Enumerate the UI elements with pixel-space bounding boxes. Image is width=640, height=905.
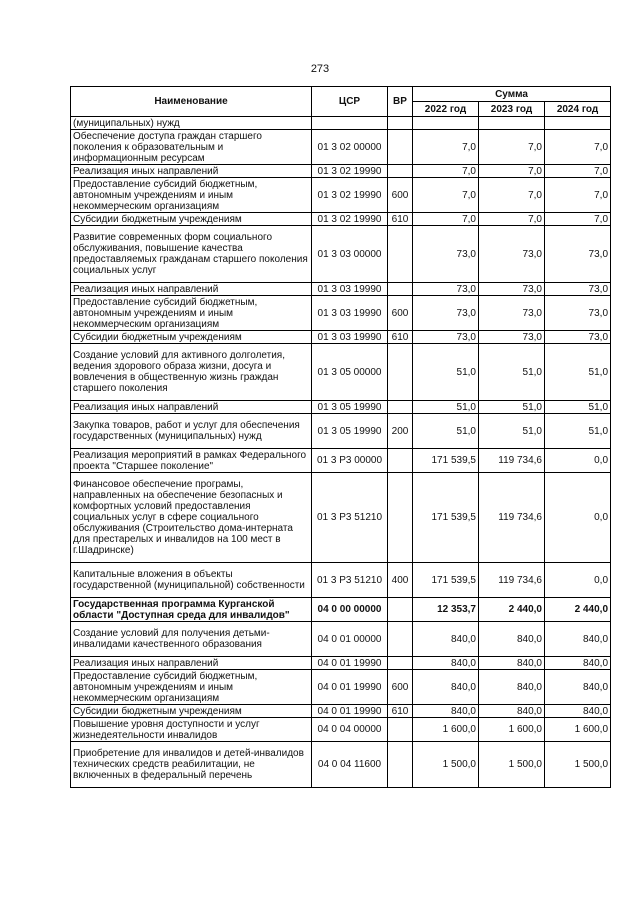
row-vr bbox=[388, 130, 413, 165]
row-amount-2024 bbox=[545, 117, 611, 130]
table-row bbox=[71, 401, 611, 414]
row-name: Обеспечение доступа граждан старшего поколения к образовательным и информационным ресурсам bbox=[71, 130, 312, 165]
row-name: (муниципальных) нужд bbox=[71, 117, 312, 130]
row-amount-2024: 73,0 bbox=[545, 283, 611, 296]
table-row bbox=[71, 657, 611, 670]
table-row bbox=[71, 563, 611, 598]
row-amount-2022: 1 500,0 bbox=[413, 742, 479, 788]
table-row bbox=[71, 344, 611, 401]
row-amount-2022: 73,0 bbox=[413, 283, 479, 296]
table-row bbox=[71, 449, 611, 473]
row-amount-2022: 840,0 bbox=[413, 705, 479, 718]
table-row bbox=[71, 117, 611, 130]
row-amount-2022: 7,0 bbox=[413, 178, 479, 213]
row-csr: 04 0 04 11600 bbox=[312, 742, 388, 788]
row-name: Финансовое обеспечение програмы, направленных на обеспечение безопасных и комфортных условий предоставления социальных услуг в сфере социального обслуживания (Строительство дома-интерната для престарелых и инвалидов на 100 мест в г.Шадринске) bbox=[71, 473, 312, 563]
row-csr: 01 3 05 00000 bbox=[312, 344, 388, 401]
row-csr: 01 3 02 19990 bbox=[312, 178, 388, 213]
row-name: Субсидии бюджетным учреждениям bbox=[71, 705, 312, 718]
page-number: 273 bbox=[310, 63, 330, 75]
row-vr bbox=[388, 344, 413, 401]
row-amount-2024: 51,0 bbox=[545, 344, 611, 401]
row-vr: 200 bbox=[388, 414, 413, 449]
row-amount-2022: 840,0 bbox=[413, 657, 479, 670]
row-amount-2022: 1 600,0 bbox=[413, 718, 479, 742]
row-amount-2023: 73,0 bbox=[479, 331, 545, 344]
row-csr: 04 0 00 00000 bbox=[312, 598, 388, 622]
row-vr: 400 bbox=[388, 563, 413, 598]
row-amount-2024: 51,0 bbox=[545, 414, 611, 449]
row-vr bbox=[388, 657, 413, 670]
table-row bbox=[71, 705, 611, 718]
row-amount-2024: 0,0 bbox=[545, 473, 611, 563]
row-amount-2023: 2 440,0 bbox=[479, 598, 545, 622]
row-amount-2022 bbox=[413, 117, 479, 130]
row-vr bbox=[388, 401, 413, 414]
row-amount-2023: 840,0 bbox=[479, 657, 545, 670]
row-amount-2023: 7,0 bbox=[479, 178, 545, 213]
row-csr: 01 3 02 00000 bbox=[312, 130, 388, 165]
row-amount-2022: 171 539,5 bbox=[413, 563, 479, 598]
row-amount-2024: 73,0 bbox=[545, 296, 611, 331]
row-name: Субсидии бюджетным учреждениям bbox=[71, 213, 312, 226]
row-amount-2022: 51,0 bbox=[413, 344, 479, 401]
row-name: Реализация иных направлений bbox=[71, 283, 312, 296]
row-vr bbox=[388, 283, 413, 296]
row-vr: 610 bbox=[388, 331, 413, 344]
row-name: Создание условий для получения детьми-инвалидами качественного образования bbox=[71, 622, 312, 657]
row-amount-2024: 2 440,0 bbox=[545, 598, 611, 622]
row-name: Предоставление субсидий бюджетным, автономным учреждениям и иным некоммерческим организациям bbox=[71, 296, 312, 331]
row-vr bbox=[388, 622, 413, 657]
row-csr: 04 0 01 00000 bbox=[312, 622, 388, 657]
row-amount-2023: 840,0 bbox=[479, 705, 545, 718]
row-amount-2023: 119 734,6 bbox=[479, 563, 545, 598]
row-csr: 01 3 Р3 00000 bbox=[312, 449, 388, 473]
row-amount-2024: 840,0 bbox=[545, 705, 611, 718]
row-csr: 01 3 03 19990 bbox=[312, 331, 388, 344]
row-amount-2024: 7,0 bbox=[545, 130, 611, 165]
row-vr: 600 bbox=[388, 296, 413, 331]
row-amount-2023: 840,0 bbox=[479, 670, 545, 705]
row-amount-2024: 1 600,0 bbox=[545, 718, 611, 742]
row-csr: 01 3 03 19990 bbox=[312, 283, 388, 296]
row-name: Создание условий для активного долголетия, ведения здорового образа жизни, досуга и вовлечения в общественную жизнь граждан старшего поколения bbox=[71, 344, 312, 401]
row-amount-2022: 7,0 bbox=[413, 130, 479, 165]
row-amount-2022: 171 539,5 bbox=[413, 473, 479, 563]
row-csr bbox=[312, 117, 388, 130]
budget-table bbox=[70, 86, 611, 788]
row-amount-2024: 73,0 bbox=[545, 331, 611, 344]
table-row bbox=[71, 226, 611, 283]
row-name: Реализация мероприятий в рамках Федерального проекта "Старшее поколение" bbox=[71, 449, 312, 473]
row-amount-2023: 51,0 bbox=[479, 414, 545, 449]
table-row bbox=[71, 622, 611, 657]
table-row bbox=[71, 742, 611, 788]
row-csr: 04 0 01 19990 bbox=[312, 705, 388, 718]
row-name: Капитальные вложения в объекты государственной (муниципальной) собственности bbox=[71, 563, 312, 598]
header-year-2023: 2023 год bbox=[479, 102, 545, 117]
table-row bbox=[71, 165, 611, 178]
row-vr bbox=[388, 117, 413, 130]
row-amount-2022: 73,0 bbox=[413, 296, 479, 331]
row-csr: 01 3 02 19990 bbox=[312, 165, 388, 178]
row-amount-2023: 119 734,6 bbox=[479, 449, 545, 473]
row-name: Предоставление субсидий бюджетным, автономным учреждениям и иным некоммерческим организациям bbox=[71, 670, 312, 705]
row-amount-2023 bbox=[479, 117, 545, 130]
row-amount-2023: 51,0 bbox=[479, 401, 545, 414]
row-amount-2023: 7,0 bbox=[479, 165, 545, 178]
row-name: Развитие современных форм социального обслуживания, повышение качества предоставляемых гражданам старшего поколения социальных услуг bbox=[71, 226, 312, 283]
row-name: Реализация иных направлений bbox=[71, 401, 312, 414]
header-csr: ЦСР bbox=[312, 87, 388, 117]
row-amount-2022: 12 353,7 bbox=[413, 598, 479, 622]
row-vr bbox=[388, 598, 413, 622]
row-csr: 01 3 02 19990 bbox=[312, 213, 388, 226]
table-row bbox=[71, 296, 611, 331]
row-vr bbox=[388, 742, 413, 788]
row-csr: 01 3 03 19990 bbox=[312, 296, 388, 331]
row-amount-2023: 1 500,0 bbox=[479, 742, 545, 788]
row-vr bbox=[388, 449, 413, 473]
header-name: Наименование bbox=[71, 87, 312, 117]
header-vr: ВР bbox=[388, 87, 413, 117]
table-body bbox=[71, 117, 611, 788]
row-amount-2022: 73,0 bbox=[413, 331, 479, 344]
row-amount-2024: 840,0 bbox=[545, 670, 611, 705]
header-year-2022: 2022 год bbox=[413, 102, 479, 117]
row-amount-2022: 7,0 bbox=[413, 213, 479, 226]
table-row bbox=[71, 718, 611, 742]
row-csr: 01 3 Р3 51210 bbox=[312, 473, 388, 563]
row-amount-2024: 51,0 bbox=[545, 401, 611, 414]
table-row bbox=[71, 283, 611, 296]
row-amount-2023: 119 734,6 bbox=[479, 473, 545, 563]
row-csr: 01 3 05 19990 bbox=[312, 401, 388, 414]
row-amount-2022: 171 539,5 bbox=[413, 449, 479, 473]
row-vr bbox=[388, 473, 413, 563]
table-row bbox=[71, 331, 611, 344]
row-name: Повышение уровня доступности и услуг жизнедеятельности инвалидов bbox=[71, 718, 312, 742]
row-vr: 610 bbox=[388, 213, 413, 226]
row-amount-2024: 840,0 bbox=[545, 657, 611, 670]
row-amount-2022: 7,0 bbox=[413, 165, 479, 178]
row-amount-2024: 0,0 bbox=[545, 449, 611, 473]
row-name: Приобретение для инвалидов и детей-инвалидов технических средств реабилитации, не включенных в федеральный перечень bbox=[71, 742, 312, 788]
table-row bbox=[71, 414, 611, 449]
row-amount-2024: 73,0 bbox=[545, 226, 611, 283]
row-amount-2022: 840,0 bbox=[413, 670, 479, 705]
row-amount-2023: 7,0 bbox=[479, 130, 545, 165]
row-amount-2024: 7,0 bbox=[545, 178, 611, 213]
header-year-2024: 2024 год bbox=[545, 102, 611, 117]
table-row bbox=[71, 213, 611, 226]
table-row bbox=[71, 598, 611, 622]
row-amount-2023: 73,0 bbox=[479, 296, 545, 331]
row-vr bbox=[388, 226, 413, 283]
table-row bbox=[71, 178, 611, 213]
table-row bbox=[71, 670, 611, 705]
row-csr: 04 0 01 19990 bbox=[312, 670, 388, 705]
row-name: Субсидии бюджетным учреждениям bbox=[71, 331, 312, 344]
row-amount-2024: 0,0 bbox=[545, 563, 611, 598]
row-amount-2024: 1 500,0 bbox=[545, 742, 611, 788]
row-amount-2023: 73,0 bbox=[479, 283, 545, 296]
row-csr: 01 3 03 00000 bbox=[312, 226, 388, 283]
row-name: Государственная программа Курганской области "Доступная среда для инвалидов" bbox=[71, 598, 312, 622]
row-vr bbox=[388, 165, 413, 178]
header-sum: Сумма bbox=[413, 87, 611, 102]
row-amount-2024: 840,0 bbox=[545, 622, 611, 657]
row-csr: 04 0 01 19990 bbox=[312, 657, 388, 670]
row-amount-2022: 51,0 bbox=[413, 401, 479, 414]
row-amount-2022: 840,0 bbox=[413, 622, 479, 657]
row-name: Предоставление субсидий бюджетным, автономным учреждениям и иным некоммерческим организациям bbox=[71, 178, 312, 213]
row-amount-2023: 7,0 bbox=[479, 213, 545, 226]
row-amount-2022: 51,0 bbox=[413, 414, 479, 449]
row-csr: 01 3 05 19990 bbox=[312, 414, 388, 449]
row-vr: 610 bbox=[388, 705, 413, 718]
row-amount-2023: 1 600,0 bbox=[479, 718, 545, 742]
row-name: Реализация иных направлений bbox=[71, 657, 312, 670]
row-vr: 600 bbox=[388, 670, 413, 705]
row-vr: 600 bbox=[388, 178, 413, 213]
row-amount-2024: 7,0 bbox=[545, 213, 611, 226]
row-csr: 04 0 04 00000 bbox=[312, 718, 388, 742]
row-name: Реализация иных направлений bbox=[71, 165, 312, 178]
row-csr: 01 3 Р3 51210 bbox=[312, 563, 388, 598]
row-amount-2023: 51,0 bbox=[479, 344, 545, 401]
row-vr bbox=[388, 718, 413, 742]
row-amount-2023: 73,0 bbox=[479, 226, 545, 283]
row-amount-2023: 840,0 bbox=[479, 622, 545, 657]
table-row bbox=[71, 473, 611, 563]
row-name: Закупка товаров, работ и услуг для обеспечения государственных (муниципальных) нужд bbox=[71, 414, 312, 449]
row-amount-2024: 7,0 bbox=[545, 165, 611, 178]
row-amount-2022: 73,0 bbox=[413, 226, 479, 283]
table-row bbox=[71, 130, 611, 165]
